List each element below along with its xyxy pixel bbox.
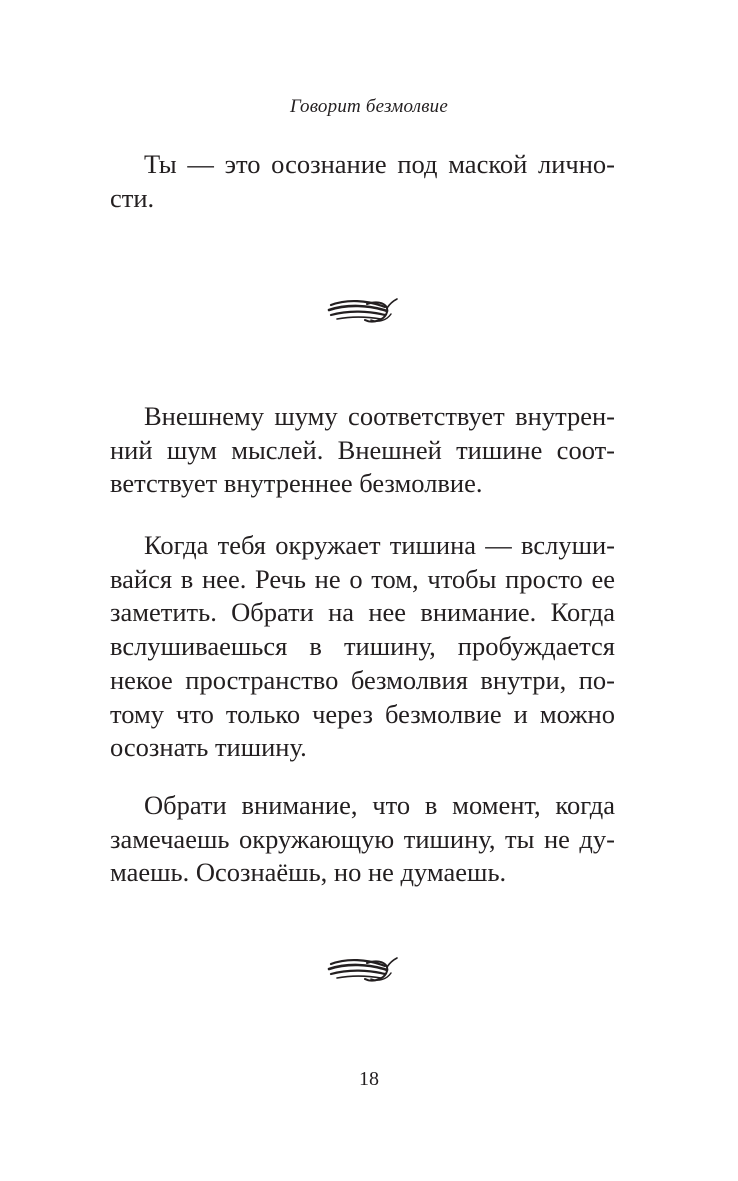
text-line: ний шум мыслей. Внешней тишине соот- — [110, 434, 615, 465]
feather-flourish-icon — [327, 296, 399, 326]
text-line: некое пространство безмолвия внутри, по- — [110, 664, 615, 695]
text-line: Обрати внимание, что в момент, когда — [144, 790, 615, 820]
text-line: маешь. Осознаёшь, но не думаешь. — [110, 857, 507, 888]
paragraph — [110, 400, 615, 501]
text-line: Когда тебя окружает тишина — вслуши- — [144, 530, 615, 560]
text-line: Внешнему шуму соответствует внутрен- — [144, 401, 615, 431]
text-line: тому что только через безмолвие и можно — [110, 698, 615, 729]
text-line: Ты — это осознание под маской лично- — [144, 149, 615, 179]
text-line: вайся в нее. Речь не о том, чтобы просто ее — [110, 563, 615, 594]
text-line: вслушиваешься в тишину, пробуждается — [110, 631, 615, 662]
paragraph — [110, 148, 615, 215]
running-head: Говорит безмолвие — [290, 96, 448, 117]
text-line: заметить. Обрати на нее внимание. Когда — [110, 597, 615, 628]
text-line: осознать тишину. — [110, 732, 307, 763]
feather-flourish-icon — [327, 955, 399, 985]
paragraph — [110, 789, 615, 890]
paragraph — [110, 529, 615, 765]
text-line: ветствует внутреннее безмолвие. — [110, 468, 483, 499]
text-line: сти. — [110, 182, 155, 213]
text-line: замечаешь окружающую тишину, ты не ду- — [110, 823, 615, 854]
page-number: 18 — [359, 1068, 379, 1090]
